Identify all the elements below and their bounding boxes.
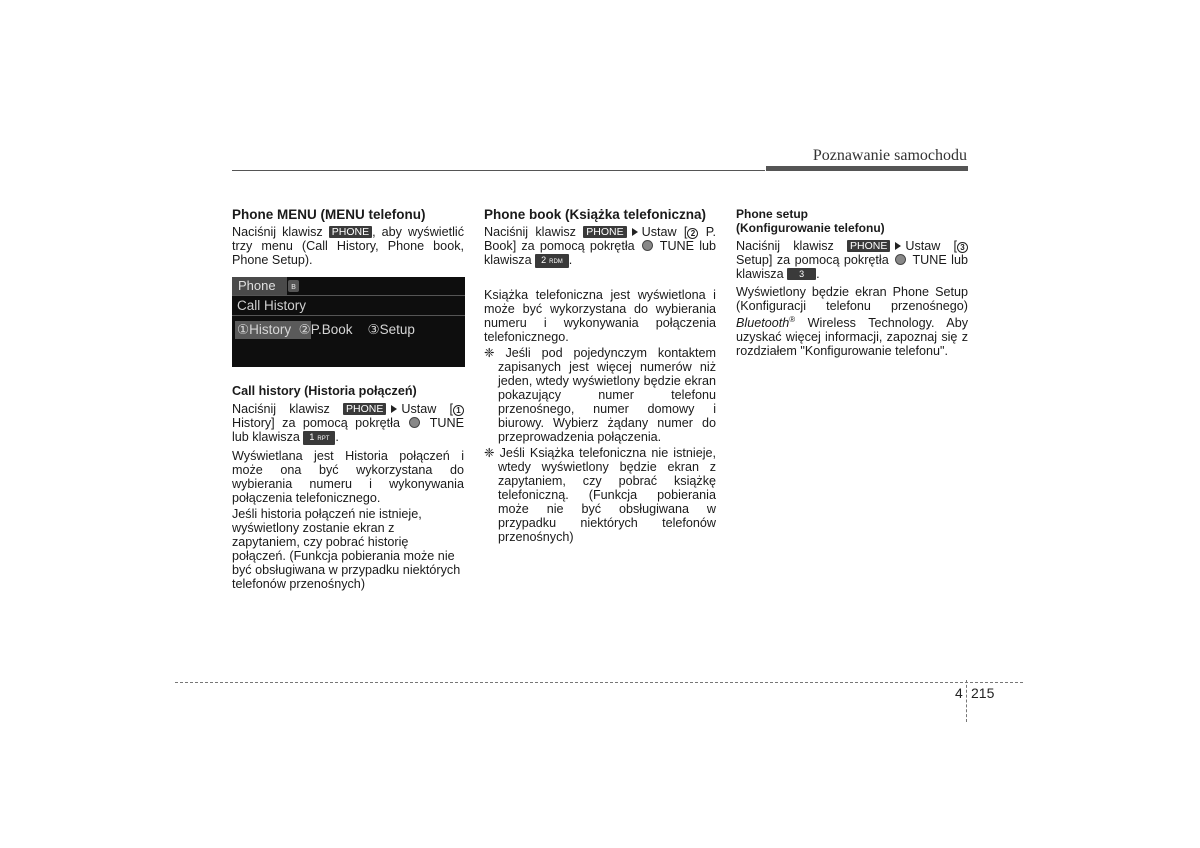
text: Naciśnij klawisz: [484, 225, 576, 239]
bluetooth-icon: ʙ: [288, 280, 299, 292]
text: , aby wyświetlić trzy menu (Call History, Phone book, Phone Setup).: [232, 225, 464, 267]
number-key-icon: [303, 431, 335, 445]
text: Ustaw [: [401, 402, 453, 416]
screen-divider: [232, 295, 465, 296]
phone-setup-paragraph: [736, 239, 968, 281]
key-sub: RDM: [549, 259, 563, 265]
phone-book-paragraph: [484, 225, 716, 268]
arrow-right-icon: [895, 242, 901, 250]
call-history-empty-note: Jeśli historia połączeń nie istnieje, wyświetlony zostanie ekran z zapytaniem, czy pobrać historię połączeń. (Funkcja pobierania może nie być obsługiwana w przypadku niektórych telefonów przenośnych): [232, 507, 461, 591]
header-rule: [232, 170, 765, 171]
phone-book-note-2: ❈ Jeśli Książka telefoniczna nie istnieje, wtedy wyświetlony będzie ekran z zapytaniem, czy pobrać książkę telefoniczną. (Funkcja pobierania może nie być obsługiwana w przypadku niektórych telefonów przenośnych): [484, 446, 716, 544]
heading-phone-book: Phone book (Książka telefoniczna): [484, 207, 707, 222]
number-key-icon: 3: [787, 268, 816, 280]
footer-dotted-rule: [175, 682, 1023, 683]
running-header: Poznawanie samochodu: [812, 147, 967, 164]
tune-knob-icon: [642, 240, 653, 251]
header-bar: [766, 166, 968, 171]
phone-key-icon: PHONE: [847, 240, 890, 252]
key-sub: RPT: [317, 436, 330, 442]
column-3: [736, 207, 968, 358]
screen-phone-tab: Phone: [232, 277, 287, 295]
heading-call-history: Call history (Historia połączeń): [232, 384, 417, 398]
screen-divider: [232, 315, 465, 316]
phone-key-icon: PHONE: [329, 226, 372, 238]
key-number: 1: [309, 432, 315, 442]
bluetooth-text: Bluetooth: [736, 316, 790, 331]
text: History] za pomocą pokrętła: [232, 416, 400, 430]
phone-screen-image: [232, 277, 465, 367]
screen-title: Call History: [237, 298, 307, 313]
phone-book-description: Książka telefoniczna jest wyświetlona i może być wykorzystana do wybierania numeru i wykonywania połączenia telefonicznego.: [484, 288, 716, 344]
circled-number-icon: 2: [687, 228, 698, 239]
phone-menu-paragraph: [232, 225, 464, 267]
tune-knob-icon: [895, 254, 906, 265]
text: Wyświetlony będzie ekran Phone Setup (Konfiguracji telefonu przenośnego): [736, 285, 968, 313]
text: TUNE lub klawisza: [736, 253, 968, 281]
footer-divider: [966, 680, 967, 722]
text: TUNE lub klawisza: [232, 416, 464, 444]
text: TUNE lub klawisza: [484, 239, 717, 267]
text: P. Book] za pomocą pokrętła: [484, 225, 716, 253]
screen-menu-history: ①History: [237, 322, 292, 337]
text: Naciśnij klawisz: [736, 239, 834, 253]
column-2: [484, 207, 716, 544]
registered-mark: ®: [789, 315, 796, 324]
phone-setup-description: [736, 285, 968, 358]
text: .: [335, 430, 339, 444]
screen-menu: [237, 321, 415, 339]
phone-key-icon: PHONE: [343, 403, 386, 415]
heading-phone-setup-pl: (Konfigurowanie telefonu): [736, 221, 885, 235]
phone-key-icon: PHONE: [583, 226, 626, 238]
heading-phone-setup: Phone setup: [736, 207, 809, 221]
text: Ustaw [: [641, 225, 688, 239]
call-history-description: Wyświetlana jest Historia połączeń i może ona być wykorzystana do wybierania numeru i wykonywania połączenia telefonicznego.: [232, 449, 464, 505]
circled-number-icon: 1: [453, 405, 464, 416]
call-history-paragraph: [232, 402, 464, 445]
chapter-number: 4: [955, 685, 963, 701]
text: Setup] za pomocą pokrętła: [736, 253, 889, 267]
number-key-icon: [535, 254, 569, 268]
arrow-right-icon: [632, 228, 638, 236]
text: .: [816, 267, 820, 281]
column-1: [232, 207, 464, 267]
arrow-right-icon: [391, 405, 397, 413]
circled-number-icon: 3: [957, 242, 968, 253]
text: .: [568, 253, 573, 267]
screen-menu-setup: ③Setup: [367, 322, 415, 337]
heading-phone-menu: Phone MENU (MENU telefonu): [232, 207, 426, 222]
page-number: 215: [971, 685, 995, 701]
text: Wireless Technology. Aby uzyskać więcej informacji, zapoznaj się z rozdziałem "Konfigurowanie telefonu".: [736, 316, 968, 359]
column-1-lower: [232, 384, 464, 591]
tune-knob-icon: [409, 417, 420, 428]
text: Naciśnij klawisz: [232, 225, 323, 239]
phone-book-note-1: ❈ Jeśli pod pojedynczym kontaktem zapisanych jest więcej numerów niż jeden, wtedy wyświetlony będzie ekran pokazujący numer telefonu przenośnego, numer domowy i biurowy. Wybierz żądany numer do przeprowadzenia połączenia.: [484, 346, 716, 444]
text: Ustaw [: [905, 239, 957, 253]
text: Naciśnij klawisz: [232, 402, 330, 416]
screen-menu-pbook: ②P.Book: [298, 322, 353, 337]
key-number: 2: [541, 255, 547, 265]
